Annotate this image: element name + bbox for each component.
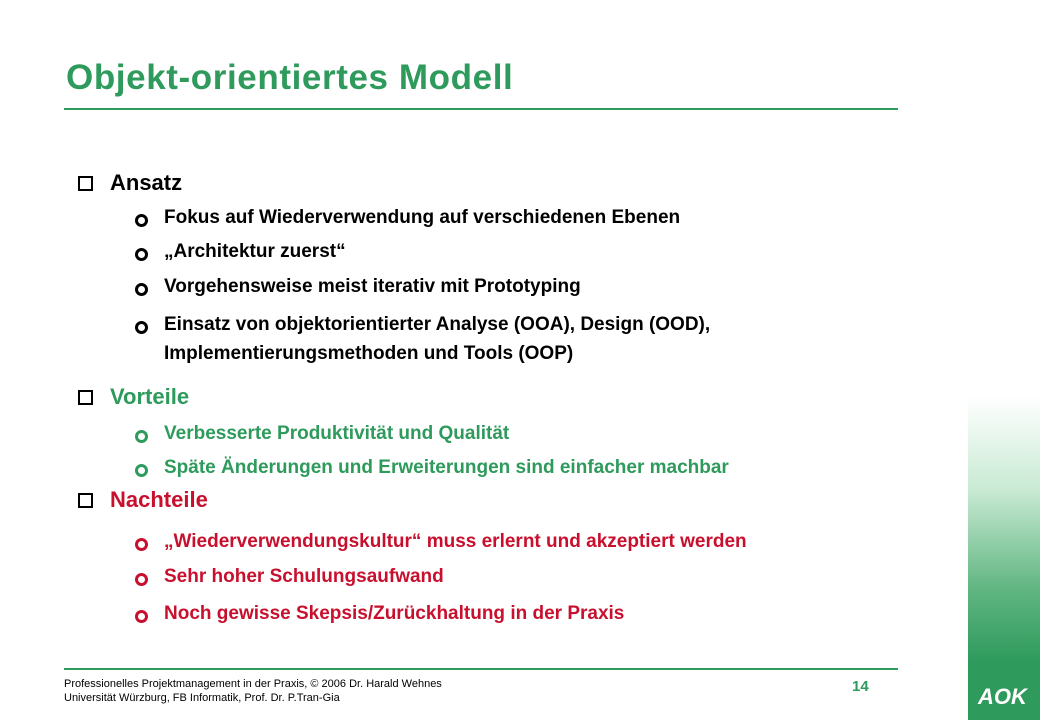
list-item: Fokus auf Wiederverwendung auf verschiedenen Ebenen: [135, 206, 680, 230]
title-divider: [64, 108, 898, 110]
ring-bullet-icon: [135, 573, 148, 586]
square-box-icon: [78, 176, 93, 191]
list-item: Vorgehensweise meist iterativ mit Prototyping: [135, 275, 581, 299]
list-item: Noch gewisse Skepsis/Zurückhaltung in der Praxis: [135, 602, 624, 626]
section-heading-label: Ansatz: [110, 170, 183, 195]
ring-bullet-icon: [135, 283, 148, 296]
list-item: Späte Änderungen und Erweiterungen sind einfacher machbar: [135, 456, 729, 480]
footer-line-2: Universität Würzburg, FB Informatik, Prof. Dr. P.Tran-Gia: [64, 692, 340, 704]
ring-bullet-icon: [135, 214, 148, 227]
section-heading-nachteile: [78, 485, 208, 515]
list-item: „Wiederverwendungskultur“ muss erlernt und akzeptiert werden: [135, 530, 747, 554]
ring-bullet-icon: [135, 464, 148, 477]
page-number: 14: [852, 678, 869, 695]
footer-divider: [64, 668, 898, 670]
ring-bullet-icon: [135, 430, 148, 443]
footer-credits: [64, 677, 442, 705]
list-item: Einsatz von objektorientierter Analyse (OOA), Design (OOD), Implementierungsmethoden und Tools (OOP): [135, 313, 710, 366]
list-item: „Architektur zuerst“: [135, 240, 346, 264]
section-heading-label: Vorteile: [110, 384, 190, 409]
brand-gradient-bar: [968, 0, 1040, 720]
ring-bullet-icon: [135, 610, 148, 623]
ring-bullet-icon: [135, 538, 148, 551]
list-item: Sehr hoher Schulungsaufwand: [135, 565, 444, 589]
square-box-icon: [78, 390, 93, 405]
section-heading-label: Nachteile: [110, 487, 208, 512]
list-item: Verbesserte Produktivität und Qualität: [135, 422, 509, 446]
square-box-icon: [78, 493, 93, 508]
section-heading-vorteile: [78, 382, 189, 412]
ring-bullet-icon: [135, 321, 148, 334]
aok-logo: AOK: [978, 684, 1027, 709]
ring-bullet-icon: [135, 248, 148, 261]
section-heading-ansatz: [78, 168, 182, 198]
slide-title: Objekt-orientiertes Modell: [66, 58, 514, 97]
footer-line-1: Professionelles Projektmanagement in der Praxis, © 2006 Dr. Harald Wehnes: [64, 678, 442, 690]
